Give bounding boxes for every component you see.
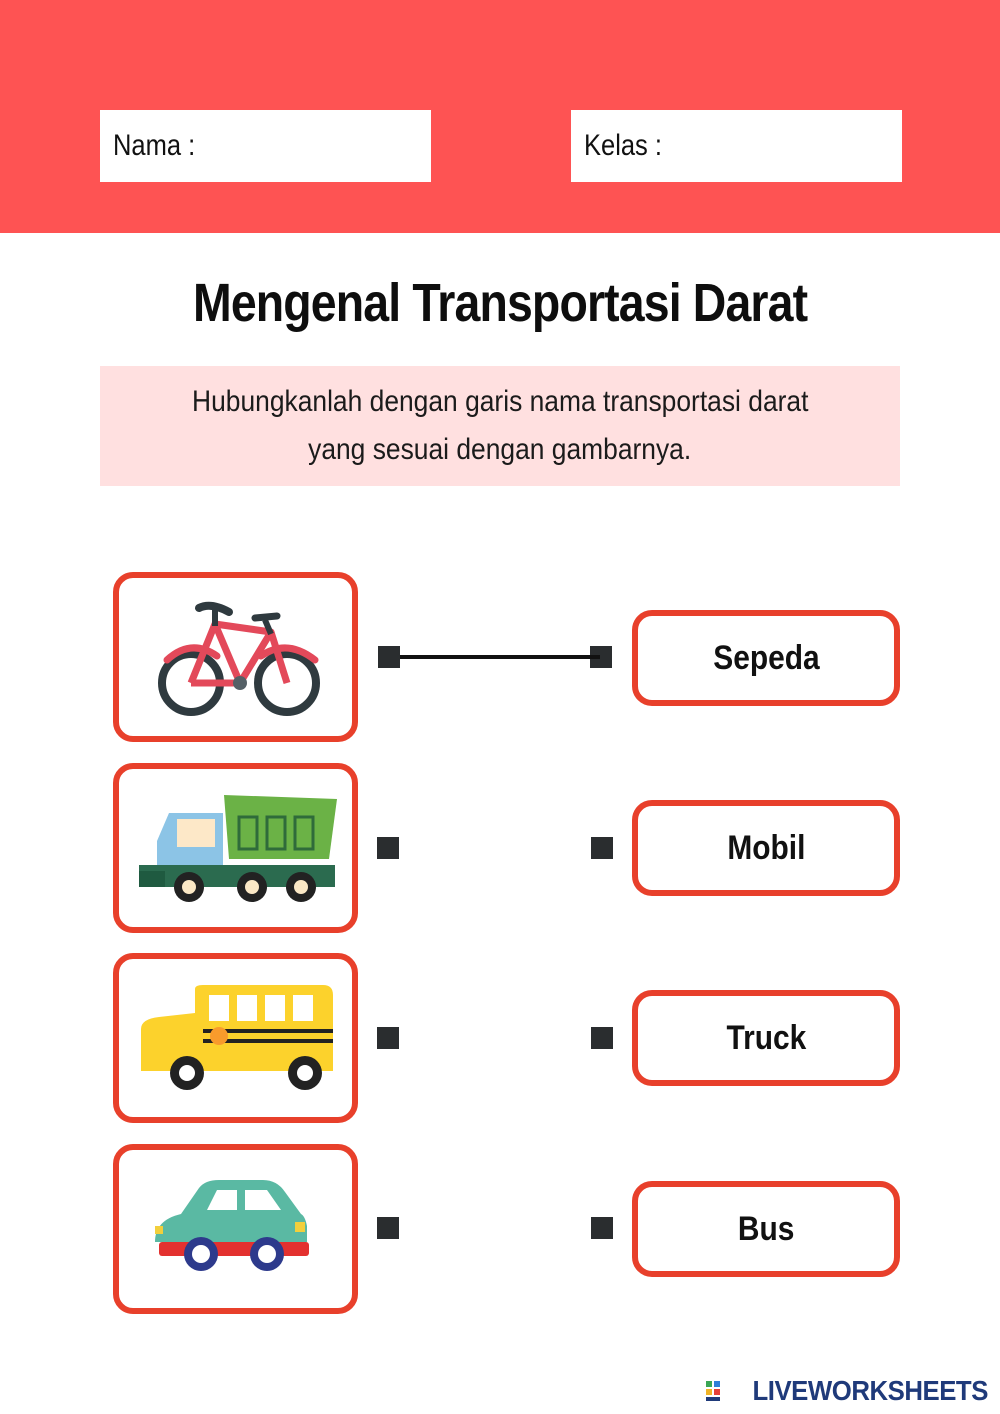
liveworksheets-logo-icon [706, 1379, 728, 1403]
watermark: LIVEWORKSHEETS [706, 1374, 988, 1408]
connector-right-4[interactable] [591, 1217, 613, 1239]
name-field[interactable] [100, 110, 431, 182]
page-title: Mengenal Transportasi Darat [192, 273, 808, 333]
picture-card-car [113, 1144, 358, 1314]
instruction-line-2: yang sesuai dengan gambarnya. [308, 433, 692, 466]
connector-right-2[interactable] [591, 837, 613, 859]
school-bus-icon [119, 959, 352, 1117]
connector-left-1[interactable] [378, 646, 400, 668]
bicycle-icon [119, 578, 352, 736]
connector-left-3[interactable] [377, 1027, 399, 1049]
car-icon [119, 1150, 352, 1308]
connector-right-3[interactable] [591, 1027, 613, 1049]
instruction-box [100, 366, 900, 486]
word-card-bus: Bus [632, 1181, 900, 1277]
dump-truck-icon [119, 769, 352, 927]
connection-line [400, 655, 600, 659]
picture-card-bicycle [113, 572, 358, 742]
word-card-sepeda: Sepeda [632, 610, 900, 706]
connector-left-2[interactable] [377, 837, 399, 859]
word-card-mobil: Mobil [632, 800, 900, 896]
class-label: Kelas : [584, 129, 662, 162]
connector-left-4[interactable] [377, 1217, 399, 1239]
instruction-line-1: Hubungkanlah dengan garis nama transportasi darat [191, 385, 809, 418]
picture-card-truck [113, 763, 358, 933]
name-label: Nama : [113, 129, 196, 162]
class-field[interactable] [571, 110, 902, 182]
word-card-truck: Truck [632, 990, 900, 1086]
picture-card-bus [113, 953, 358, 1123]
